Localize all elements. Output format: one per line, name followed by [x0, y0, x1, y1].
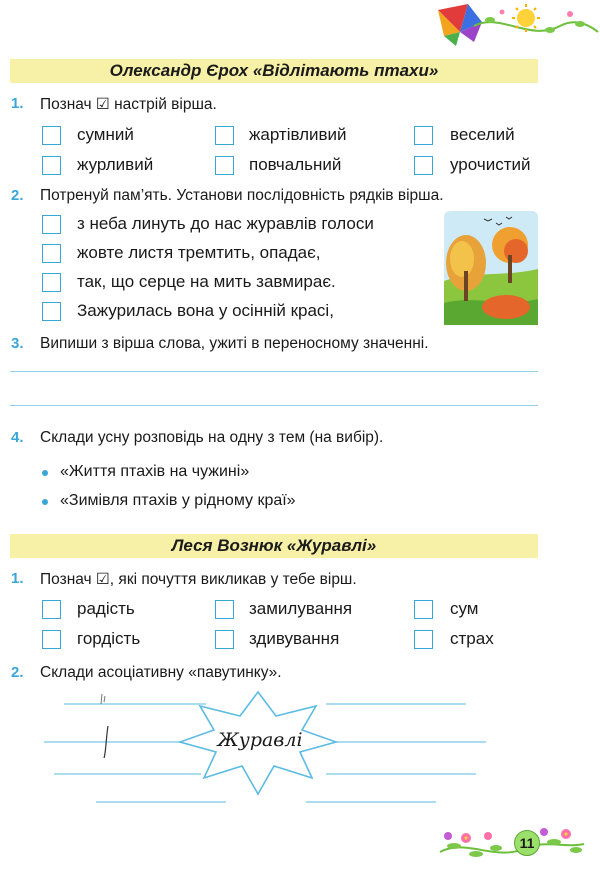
- task-number: 2.: [11, 187, 24, 204]
- option-label: повчальний: [249, 155, 342, 174]
- flowers-decoration: [436, 818, 586, 868]
- task-text: Склади усну розповідь на одну з тем (на вибір).: [40, 429, 384, 446]
- option-label: журливий: [77, 155, 154, 174]
- task-number: 1.: [11, 95, 24, 112]
- option-label: сумний: [77, 125, 134, 144]
- checkbox-cheerful[interactable]: [414, 126, 433, 145]
- section-title-1: Олександр Єрох «Відлітають птахи»: [10, 59, 538, 83]
- task-text: Склади асоціативну «павутинку».: [40, 664, 282, 681]
- top-decoration: [430, 2, 600, 50]
- checkbox-admiration[interactable]: [215, 600, 234, 619]
- option-label: гордість: [77, 629, 141, 648]
- task-number: 2.: [11, 664, 24, 681]
- option-label: урочистий: [450, 155, 531, 174]
- checkbox-surprise[interactable]: [215, 630, 234, 649]
- poem-line: Зажурилась вона у осінній красі,: [77, 301, 334, 320]
- topic-item: «Життя птахів на чужині»: [60, 463, 250, 480]
- option-label: радість: [77, 599, 135, 618]
- page-number: 11: [519, 835, 535, 851]
- bullet-icon: [42, 499, 48, 505]
- poem-line: з неба линуть до нас журавлів голоси: [77, 214, 374, 233]
- checkbox-mournful[interactable]: [42, 156, 61, 175]
- order-box-1[interactable]: [42, 215, 61, 234]
- checkbox-instructive[interactable]: [215, 156, 234, 175]
- order-box-2[interactable]: [42, 244, 61, 263]
- option-label: веселий: [450, 125, 515, 144]
- task-text: Потренуй пам’ять. Установи послідовність рядків вірша.: [40, 187, 444, 204]
- bullet-icon: [42, 470, 48, 476]
- task-number: 1.: [11, 570, 24, 587]
- task-text: Познач ☑ настрій вірша.: [40, 96, 217, 113]
- order-box-3[interactable]: [42, 273, 61, 292]
- writing-line[interactable]: [10, 405, 538, 406]
- checkbox-pride[interactable]: [42, 630, 61, 649]
- task-number: 3.: [11, 335, 24, 352]
- order-box-4[interactable]: [42, 302, 61, 321]
- task-text: Випиши з вірша слова, ужиті в переносному значенні.: [40, 335, 429, 352]
- page-number-badge: [514, 830, 540, 856]
- poem-line: так, що серце на мить завмирає.: [77, 272, 336, 291]
- option-label: замилування: [249, 599, 353, 618]
- sun-icon: [512, 4, 540, 32]
- option-label: сум: [450, 599, 479, 618]
- task-number: 4.: [11, 429, 24, 446]
- checkbox-fear[interactable]: [414, 630, 433, 649]
- checkbox-solemn[interactable]: [414, 156, 433, 175]
- checkbox-sad[interactable]: [42, 126, 61, 145]
- autumn-landscape-illustration: [444, 211, 538, 325]
- topic-item: «Зимівля птахів у рідному краї»: [60, 492, 296, 509]
- checkbox-joy[interactable]: [42, 600, 61, 619]
- checkbox-playful[interactable]: [215, 126, 234, 145]
- option-label: здивування: [249, 629, 340, 648]
- task-text: Познач ☑, які почуття викликав у тебе вірш.: [40, 571, 357, 588]
- option-label: жартівливий: [249, 125, 347, 144]
- poem-line: жовте листя тремтить, опадає,: [77, 243, 321, 262]
- section-title-2: Леся Вознюк «Журавлі»: [10, 534, 538, 558]
- checkbox-sadness[interactable]: [414, 600, 433, 619]
- option-label: страх: [450, 629, 494, 648]
- web-center-label: Журавлі: [217, 729, 303, 751]
- writing-line[interactable]: [10, 371, 538, 372]
